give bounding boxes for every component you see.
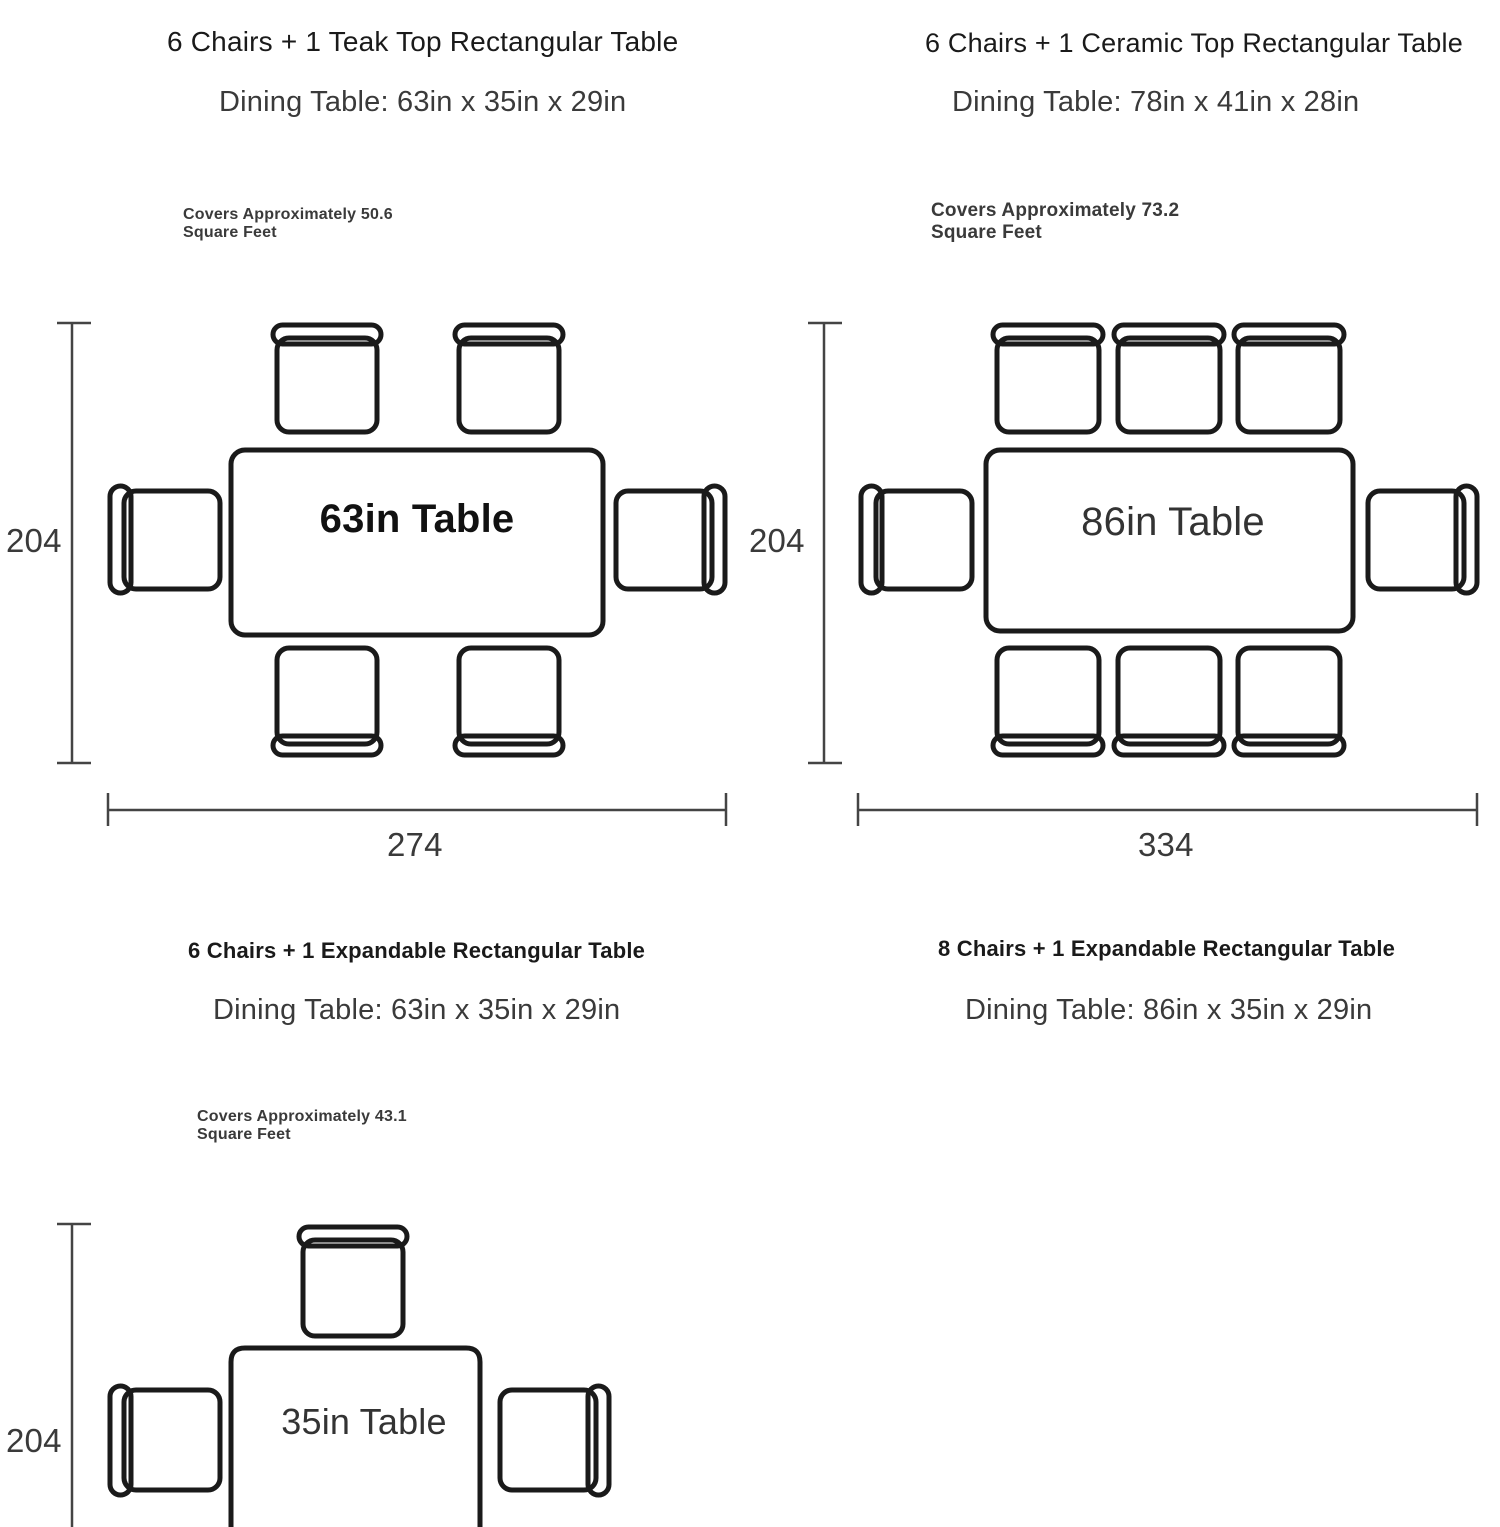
panel-3-table-label: 35in Table	[281, 1401, 447, 1442]
panel-3-chair-right	[500, 1386, 609, 1495]
panel-1-chair-top-1	[273, 325, 381, 432]
panel-1-chair-top-2	[455, 325, 563, 432]
panel-2-width-dimension-line	[858, 793, 1477, 826]
panel-3-depth-dimension-line	[57, 1224, 91, 1527]
panel-1-dimensions: Dining Table: 63in x 35in x 29in	[219, 86, 627, 118]
panel-1-chair-left	[110, 486, 220, 593]
panel-2-dimensions: Dining Table: 78in x 41in x 28in	[952, 86, 1360, 118]
panel-2-depth-label: 204	[749, 522, 805, 559]
panel-2-table-label: 86in Table	[1081, 500, 1265, 544]
panel-3-title: 6 Chairs + 1 Expandable Rectangular Table	[188, 938, 646, 963]
panel-3-dimensions: Dining Table: 63in x 35in x 29in	[213, 994, 621, 1026]
panel-1-width-label: 274	[387, 826, 443, 863]
panel-3-coverage: Covers Approximately 43.1 Square Feet	[197, 1108, 407, 1143]
panel-2-title: 6 Chairs + 1 Ceramic Top Rectangular Table	[925, 28, 1463, 58]
panel-1-coverage: Covers Approximately 50.6 Square Feet	[183, 206, 393, 241]
panel-1-chair-bottom-1	[273, 648, 381, 755]
panel-1-title: 6 Chairs + 1 Teak Top Rectangular Table	[167, 26, 679, 57]
panel-2-chair-bottom-1	[993, 648, 1103, 755]
panel-2-chair-left	[861, 486, 972, 593]
panel-2-chair-bottom-3	[1234, 648, 1344, 755]
panel-1-width-dimension-line	[108, 793, 726, 826]
panel-2-depth-dimension-line	[808, 323, 842, 763]
panel-3-chair-left	[110, 1386, 220, 1495]
panel-2-chair-top-2	[1114, 325, 1224, 432]
panel-1-diagram	[57, 323, 726, 826]
panel-2-chair-right	[1368, 486, 1477, 593]
panel-3-chair-top	[299, 1227, 407, 1336]
panel-2-coverage: Covers Approximately 73.2 Square Feet	[931, 200, 1180, 243]
panel-2-chair-bottom-2	[1114, 648, 1224, 755]
panel-1-chair-bottom-2	[455, 648, 563, 755]
panel-1-depth-dimension-line	[57, 323, 91, 763]
panel-4-title: 8 Chairs + 1 Expandable Rectangular Table	[938, 936, 1396, 961]
panel-1-depth-label: 204	[6, 522, 62, 559]
panel-4-dimensions: Dining Table: 86in x 35in x 29in	[965, 994, 1373, 1026]
panel-1-chair-right	[616, 486, 725, 593]
panel-1-table	[231, 450, 603, 635]
panel-2-chair-top-1	[993, 325, 1103, 432]
panel-2-width-label: 334	[1138, 826, 1194, 863]
panel-3-diagram	[57, 1224, 609, 1527]
panel-3-depth-label: 204	[6, 1422, 62, 1459]
panel-2-diagram	[808, 323, 1477, 826]
panel-1-table-label: 63in Table	[319, 497, 515, 541]
panel-2-chair-top-3	[1234, 325, 1344, 432]
